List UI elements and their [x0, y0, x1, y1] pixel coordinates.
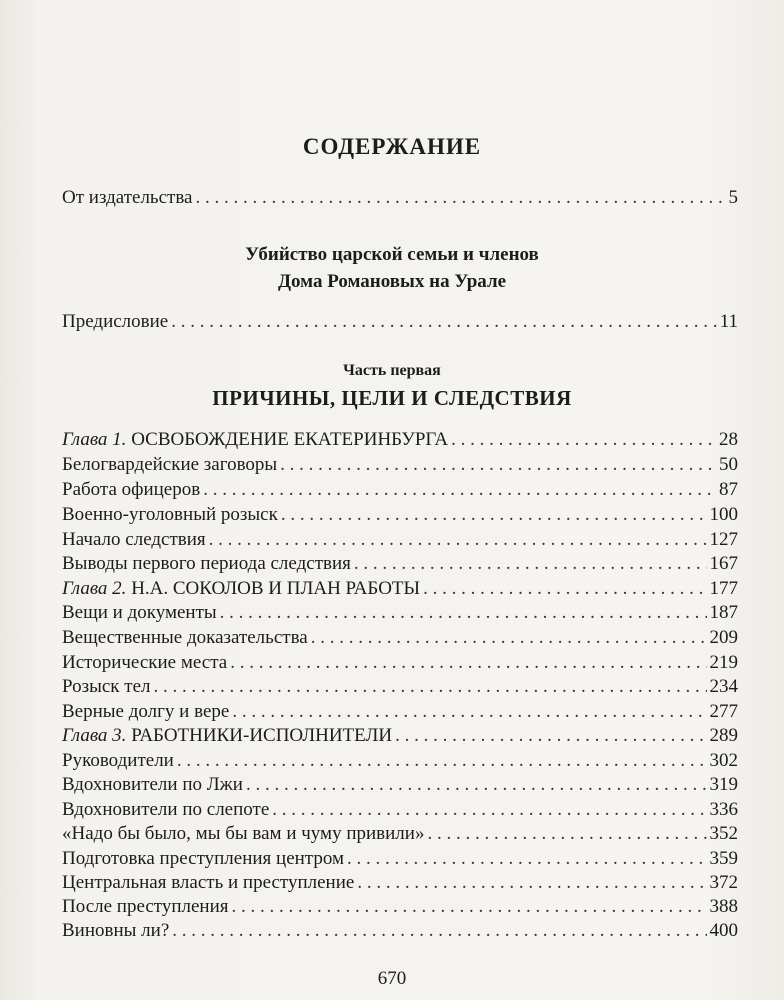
section-label: Работа офицеров: [62, 479, 201, 500]
section-label: Виновны ли?: [62, 920, 170, 941]
section-page: 209: [709, 627, 738, 648]
section-page: 400: [709, 920, 738, 941]
dot-leader: [196, 186, 726, 210]
dot-leader: [354, 552, 707, 576]
part-title: ПРИЧИНЫ, ЦЕЛИ И СЛЕДСТВИЯ: [212, 386, 572, 410]
toc-chapter-3: [62, 724, 738, 748]
dot-leader: [230, 651, 706, 675]
dot-leader: [154, 675, 707, 699]
page-title: СОДЕРЖАНИЕ: [302, 134, 482, 159]
part-label: Часть первая: [343, 362, 441, 379]
chapter-page: 177: [709, 578, 738, 599]
section-page: 127: [709, 529, 738, 550]
dot-leader: [423, 577, 706, 601]
toc-section: [62, 700, 738, 724]
section-label: Начало следствия: [62, 529, 206, 550]
section-page: 277: [709, 701, 738, 722]
section-label: Выводы первого периода следствия: [62, 553, 351, 574]
toc-section: [62, 552, 738, 576]
toc-entry-label: Предисловие: [62, 311, 169, 332]
section-label: Руководители: [62, 750, 174, 771]
section-page: 352: [709, 823, 738, 844]
section-page: 234: [709, 676, 738, 697]
toc-chapter-2: [62, 577, 738, 601]
section-label: Вещественные доказательства: [62, 627, 308, 648]
chapter-title: РАБОТНИКИ-ИСПОЛНИТЕЛИ: [131, 725, 393, 746]
section-page: 100: [709, 504, 738, 525]
section-label: Верные долгу и вере: [62, 701, 230, 722]
section-page: 319: [709, 774, 738, 795]
dot-leader: [357, 871, 706, 895]
toc-section: [62, 675, 738, 699]
toc-section: [62, 749, 738, 773]
section-label: Белогвардейские заговоры: [62, 454, 278, 475]
toc-section: [62, 773, 738, 797]
toc-section: [62, 798, 738, 822]
section-page: 219: [709, 652, 738, 673]
chapter-page: 28: [719, 429, 738, 450]
dot-leader: [203, 478, 716, 502]
dot-leader: [246, 773, 707, 797]
chapter-prefix: Глава 3.: [62, 725, 127, 746]
section-label: После преступления: [62, 896, 229, 917]
dot-leader: [171, 310, 716, 334]
dot-leader: [172, 919, 706, 943]
book-heading-line-2: Дома Романовых на Урале: [277, 271, 507, 292]
toc-entry-preface: [62, 310, 738, 334]
section-label: Исторические места: [62, 652, 228, 673]
toc-section: [62, 601, 738, 625]
toc-chapter-1: [62, 428, 738, 452]
section-label: Центральная власть и преступление: [62, 872, 355, 893]
dot-leader: [427, 822, 706, 846]
dot-leader: [232, 700, 706, 724]
section-label: Розыск тел: [62, 676, 151, 697]
toc-section: [62, 919, 738, 943]
section-label: Военно-уголовный розыск: [62, 504, 278, 525]
dot-leader: [451, 428, 716, 452]
dot-leader: [347, 847, 707, 871]
toc-entry-page: 5: [728, 187, 738, 208]
toc-section: [62, 528, 738, 552]
toc-entry-label: От издательства: [62, 187, 193, 208]
dot-leader: [281, 503, 707, 527]
section-page: 187: [709, 602, 738, 623]
dot-leader: [311, 626, 707, 650]
book-heading-line-1: Убийство царской семьи и членов: [245, 244, 539, 265]
dot-leader: [220, 601, 707, 625]
toc-entry-page: 11: [719, 311, 738, 332]
toc-section: [62, 503, 738, 527]
section-label: Подготовка преступления центром: [62, 848, 344, 869]
section-label: Вдохновители по Лжи: [62, 774, 243, 795]
dot-leader: [272, 798, 706, 822]
section-label: «Надо бы было, мы бы вам и чуму привили»: [62, 823, 425, 844]
dot-leader: [395, 724, 706, 748]
section-page: 50: [719, 454, 738, 475]
toc-section: [62, 453, 738, 477]
toc-entry-publisher-note: [62, 186, 738, 210]
dot-leader: [232, 895, 707, 919]
toc-section: [62, 626, 738, 650]
toc-section: [62, 871, 738, 895]
section-label: Вдохновители по слепоте: [62, 799, 270, 820]
chapter-prefix: Глава 2.: [62, 578, 127, 599]
section-page: 87: [719, 479, 738, 500]
toc-section: [62, 822, 738, 846]
section-page: 336: [709, 799, 738, 820]
chapter-title: ОСВОБОЖДЕНИЕ ЕКАТЕРИНБУРГА: [131, 429, 449, 450]
toc-section: [62, 478, 738, 502]
dot-leader: [280, 453, 716, 477]
toc-section: [62, 847, 738, 871]
section-page: 372: [709, 872, 738, 893]
section-page: 388: [709, 896, 738, 917]
section-page: 359: [709, 848, 738, 869]
dot-leader: [209, 528, 707, 552]
page-number: 670: [377, 968, 407, 989]
dot-leader: [177, 749, 707, 773]
chapter-title: Н.А. СОКОЛОВ И ПЛАН РАБОТЫ: [131, 578, 421, 599]
section-page: 302: [709, 750, 738, 771]
section-label: Вещи и документы: [62, 602, 217, 623]
toc-section: [62, 651, 738, 675]
toc-section: [62, 895, 738, 919]
chapter-prefix: Глава 1.: [62, 429, 127, 450]
section-page: 167: [709, 553, 738, 574]
chapter-page: 289: [709, 725, 738, 746]
